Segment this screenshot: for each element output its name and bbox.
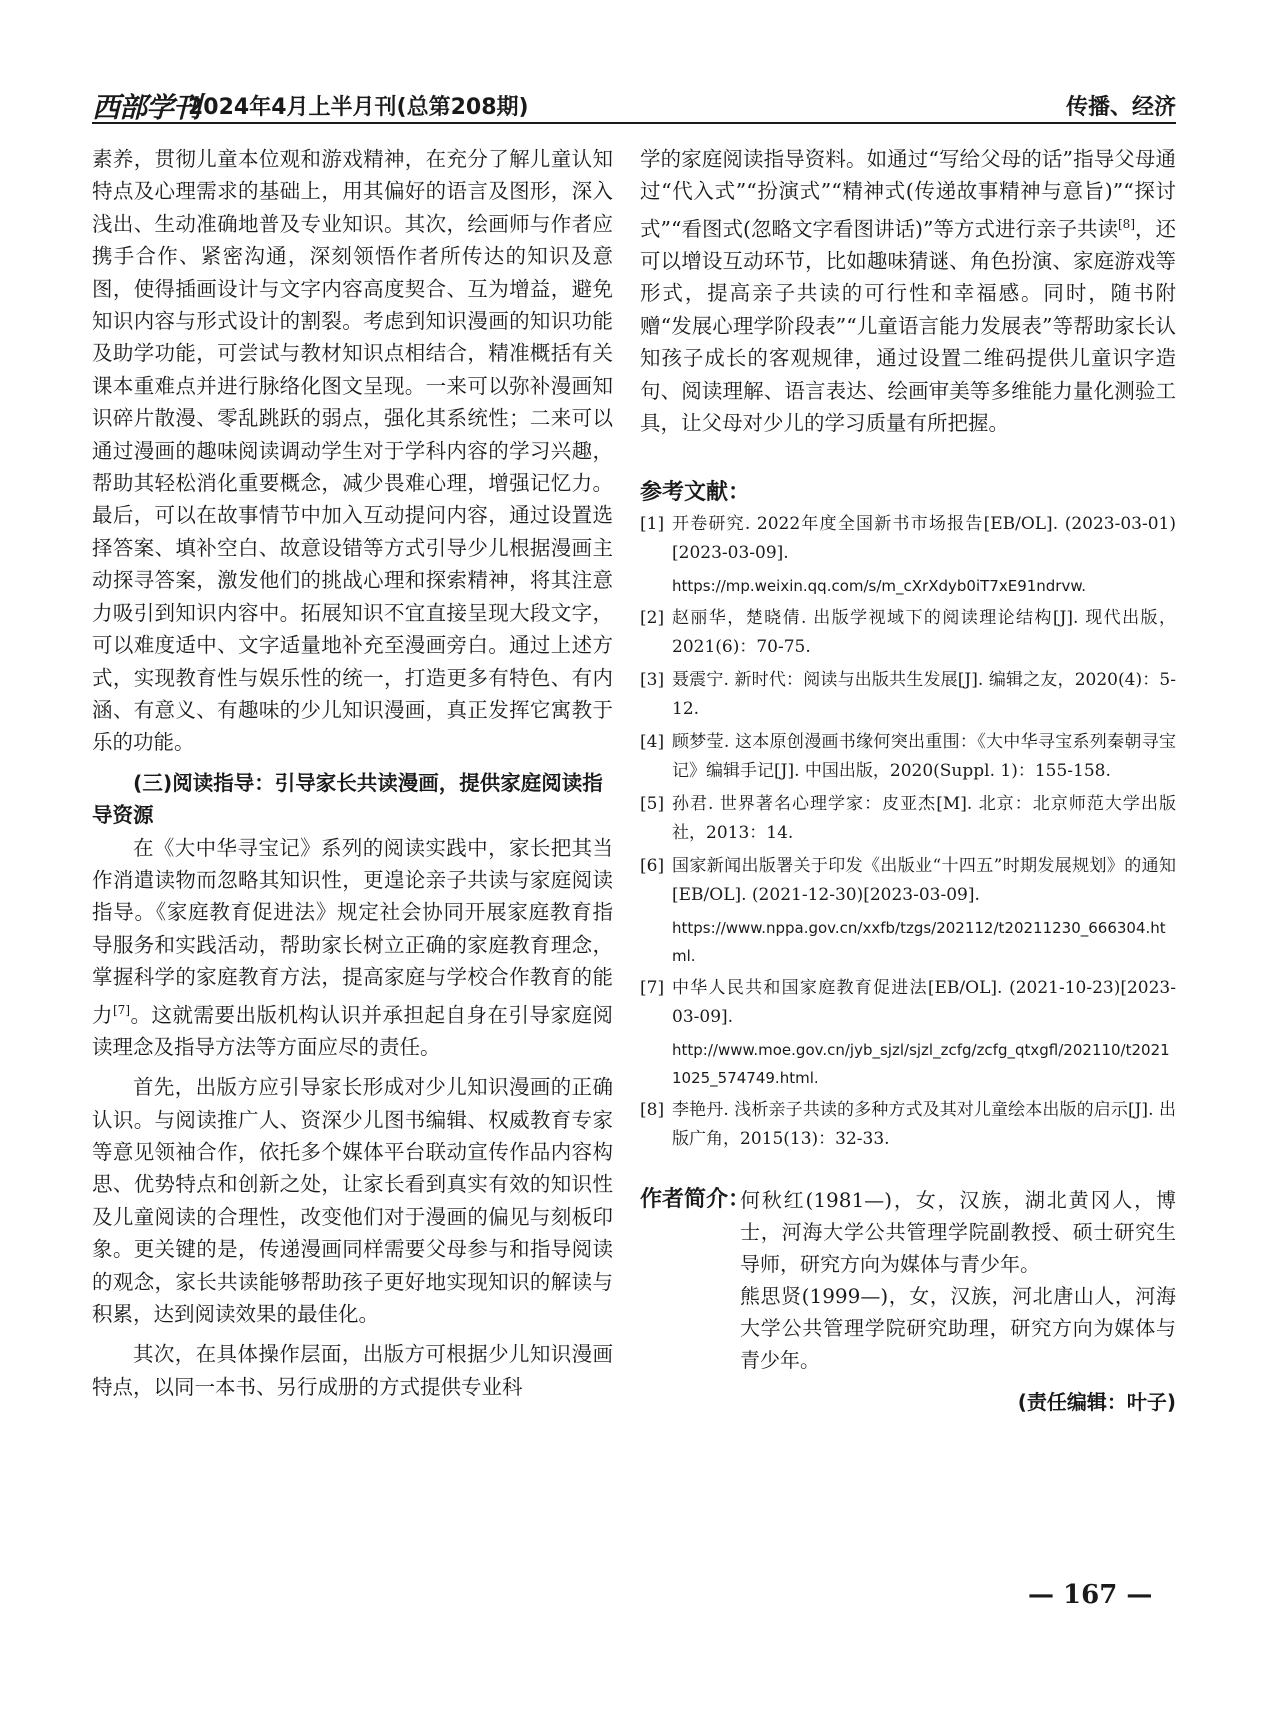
reference-item: [640, 790, 1176, 848]
body-paragraph: 学的家庭阅读指导资料。如通过“写给父母的话”指导父母通过“代入式”“扮演式”“精神式(传递故事精神与意旨)”“探讨式”“看图式(忽略文字看图讲话)”等方式进行亲子共读[8]，还可以增设互动环节，比如趣味猜谜、角色扮演、家庭游戏等形式，提高亲子共读的可行性和幸福感。同时，随书附赠“发展心理学阶段表”“儿童语言能力发展表”等帮助家长认知孩子成长的客观规律，通过设置二维码提供儿童识字造句、阅读理解、语言表达、绘画审美等多维能力量化测验工具，让父母对少儿的学习质量有所把握。: [640, 147, 1177, 436]
page-number: — 167 —: [1028, 1580, 1153, 1610]
reference-item: [640, 728, 1176, 786]
citation-mark: [8]: [1118, 216, 1135, 231]
body-paragraph: 在《大中华寻宝记》系列的阅读实践中，家长把其当作消遣读物而忽略其知识性，更遑论亲子共读与家庭阅读指导。《家庭教育促进法》规定社会协同开展家庭教育指导服务和实践活动，帮助家长树立正确的家庭教育理念，掌握科学的家庭教育方法，提高家庭与学校合作教育的能力[7]。这就需要出版机构认识并承担起自身在引导家庭阅读理念及指导方法等方面应尽的责任。: [92, 835, 613, 1059]
references-heading: 参考文献：: [640, 480, 751, 506]
body-paragraph: 首先，出版方应引导家长形成对少儿知识漫画的正确认识。与阅读推广人、资深少儿图书编辑、权威教育专家等意见领袖合作，依托多个媒体平台联动宣传作品内容构思、优势特点和创新之处，让家长看到真实有效的知识性及儿童阅读的合理性，改变他们对于漫画的偏见与刻板印象。更关键的是，传递漫画同样需要父母参与和指导阅读的观念，家长共读能够帮助孩子更好地实现知识的解读与积累，达到阅读效果的最佳化。: [92, 1075, 613, 1327]
reference-number: [8]: [640, 1100, 665, 1121]
author-bio: 熊思贤(1999—)，女，汉族，河北唐山人，河海大学公共管理学院研究助理，研究方向为媒体与青少年。: [740, 1284, 1176, 1373]
body-paragraph: 其次，在具体操作层面，出版方可根据少儿知识漫画特点，以同一本书、另行成册的方式提供专业科: [92, 1342, 613, 1399]
issue-info: 2024年4月上半月刊(总第208期): [188, 95, 529, 120]
reference-number: [4]: [640, 732, 665, 753]
author-info: [640, 1184, 1176, 1376]
citation-mark: [7]: [113, 1002, 130, 1017]
reference-url[interactable]: https://mp.weixin.qq.com/s/m_cXrXdyb0iT7xE91ndrvw.: [672, 577, 1087, 596]
reference-number: [5]: [640, 794, 665, 815]
left-column: [92, 143, 613, 1403]
reference-number: [1]: [640, 514, 665, 535]
reference-item: [640, 974, 1176, 1092]
reference-text: 中华人民共和国家庭教育促进法[EB/OL]. (2021-10-23)[2023-03-09].: [672, 978, 1176, 1028]
body-paragraph: 素养，贯彻儿童本位观和游戏精神，在充分了解儿童认知特点及心理需求的基础上，用其偏好的语言及图形，深入浅出、生动准确地普及专业知识。其次，绘画师与作者应携手合作、紧密沟通，深刻领悟作者所传达的知识及意图，使得插画设计与文字内容高度契合、互为增益，避免知识内容与形式设计的割裂。考虑到知识漫画的知识功能及助学功能，可尝试与教材知识点相结合，精准概括有关课本重难点并进行脉络化图文呈现。一来可以弥补漫画知识碎片散漫、零乱跳跃的弱点，强化其系统性；二来可以通过漫画的趣味阅读调动学生对于学科内容的学习兴趣，帮助其轻松消化重要概念，减少畏难心理，增强记忆力。最后，可以在故事情节中加入互动提问内容，通过设置选择答案、填补空白、故意设错等方式引导少儿根据漫画主动探寻答案，激发他们的挑战心理和探索精神，将其注意力吸引到知识内容中。拓展知识不宜直接呈现大段文字，可以难度适中、文字适量地补充至漫画旁白。通过上述方式，实现教育性与娱乐性的统一，打造更多有特色、有内涵、有意义、有趣味的少儿知识漫画，真正发挥它寓教于乐的功能。: [92, 147, 613, 755]
reference-item: [640, 666, 1176, 724]
reference-text: 赵丽华，楚晓倩. 出版学视域下的阅读理论结构[J]. 现代出版，2021(6)：70-75.: [672, 608, 1176, 658]
author-label: 作者简介：: [640, 1187, 751, 1213]
page-header: [92, 82, 1176, 124]
reference-item: [640, 1096, 1176, 1154]
reference-number: [6]: [640, 856, 665, 877]
section-label: 传播、经济: [1065, 95, 1176, 120]
reference-number: [3]: [640, 670, 665, 691]
reference-text: 顾梦莹. 这本原创漫画书缘何突出重围：《大中华寻宝系列秦朝寻宝记》编辑手记[J]. 中国出版，2020(Suppl. 1)：155-158.: [672, 732, 1176, 782]
reference-text: 李艳丹. 浅析亲子共读的多种方式及其对儿童绘本出版的启示[J]. 出版广角，2015(13)：32-33.: [672, 1100, 1176, 1150]
reference-number: [2]: [640, 608, 665, 629]
reference-text: 开卷研究. 2022年度全国新书市场报告[EB/OL]. (2023-03-01)[2023-03-09].: [672, 514, 1176, 564]
journal-logo: 西部学刊: [92, 91, 201, 124]
reference-text: 国家新闻出版署关于印发《出版业“十四五”时期发展规划》的通知[EB/OL]. (2021-12-30)[2023-03-09].: [672, 856, 1176, 906]
reference-number: [7]: [640, 978, 665, 999]
references-list: [640, 510, 1176, 1154]
responsible-editor: (责任编辑：叶子): [1017, 1390, 1176, 1415]
right-column: [640, 143, 1176, 1415]
reference-item: [640, 852, 1176, 970]
reference-url[interactable]: https://www.nppa.gov.cn/xxfb/tzgs/202112/t20211230_666304.html.: [672, 919, 1166, 966]
reference-text: 聂震宁. 新时代：阅读与出版共生发展[J]. 编辑之友，2020(4)：5-12.: [672, 670, 1176, 720]
reference-item: [640, 604, 1176, 662]
section-subheading: (三)阅读指导：引导家长共读漫画，提供家庭阅读指导资源: [92, 770, 603, 828]
author-bio: 何秋红(1981—)，女，汉族，湖北黄冈人，博士，河海大学公共管理学院副教授、硕士研究生导师，研究方向为媒体与青少年。: [740, 1188, 1176, 1277]
reference-text: 孙君. 世界著名心理学家：皮亚杰[M]. 北京：北京师范大学出版社，2013：14.: [672, 794, 1176, 844]
reference-item: [640, 510, 1176, 600]
reference-url[interactable]: http://www.moe.gov.cn/jyb_sjzl/sjzl_zcfg/zcfg_qtxgfl/202110/t20211025_574749.html.: [672, 1041, 1170, 1088]
